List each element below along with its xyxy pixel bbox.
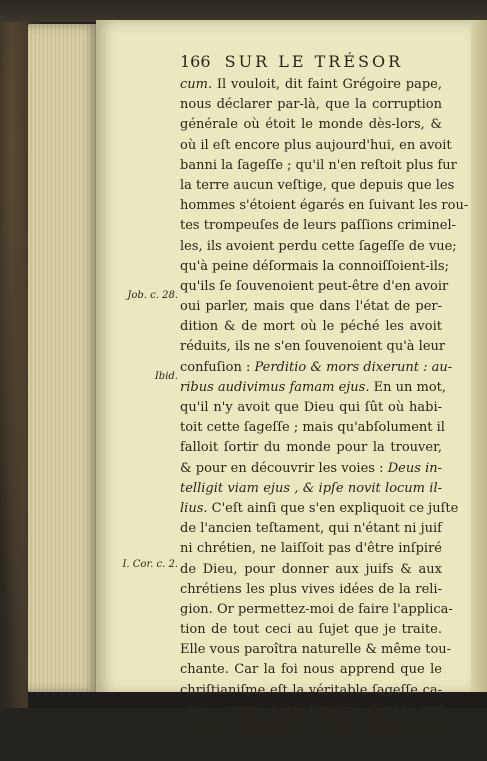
text-line: ribus audivimus famam ejus. En un mot, bbox=[180, 379, 446, 395]
text-line: qu'il n'y avoit que Dieu qui ſût où habi- bbox=[180, 400, 442, 415]
page-number: 166 bbox=[180, 52, 211, 71]
text-line: qu'ils ſe ſouvenoient peut-être d'en avoir bbox=[180, 278, 449, 294]
facing-page-edge bbox=[471, 20, 487, 708]
text-line: nous déclarer par-là, que la corruption bbox=[180, 97, 442, 113]
text-line: chante. Car la foi nous apprend que le bbox=[180, 662, 442, 678]
text-line: de Dieu, pour donner aux juifs & aux bbox=[180, 561, 442, 577]
text-line: chriſtianiſme eſt la véritable ſageſſe ca- bbox=[180, 682, 442, 698]
page-edges bbox=[28, 24, 98, 692]
text-line: lius. C'eſt ainſi que s'en expliquoit ce juſte bbox=[180, 500, 459, 516]
text-line bbox=[180, 479, 442, 499]
marbled-board-top bbox=[0, 0, 487, 22]
latin-quote: telligit viam ejus , & ipſe novit locum il- bbox=[180, 480, 442, 496]
text-line: toit cette ſageſſe ; mais qu'abſolument il bbox=[180, 420, 445, 436]
latin-quote: ribus audivimus famam ejus. bbox=[180, 379, 370, 395]
text-line: banni la ſageſſe ; qu'il n'en reſtoit plus fur bbox=[180, 157, 457, 173]
latin-quote: Sapientiam bbox=[369, 723, 444, 738]
margin-note-ibid: Ibid. bbox=[154, 371, 178, 382]
text-line: réduits, ils ne s'en ſouvenoient qu'à leur bbox=[180, 339, 446, 355]
text-line: ni chrétien, ne laiſſoit pas d'être inſpiré bbox=[180, 541, 442, 557]
text-line: oui parler, mais que dans l'état de per- bbox=[180, 299, 442, 315]
text-line: dition & de mort où le péché les avoit bbox=[180, 319, 442, 335]
latin-quote: lius. bbox=[180, 500, 208, 516]
text-line: de l'ancien teſtament, qui n'étant ni juif bbox=[180, 521, 442, 537]
text-line: où il eſt encore plus aujourd'hui, en avoit bbox=[180, 137, 452, 153]
text-line: & pour en découvrir les voies : Deus in- bbox=[180, 460, 442, 476]
text-line: les, ils avoient perdu cette ſageſſe de vue; bbox=[180, 238, 457, 254]
latin-quote: Perditio & mors dixerunt : au- bbox=[254, 359, 453, 375]
latin-quote: Deus in- bbox=[387, 460, 442, 476]
text-line: tion de tout ceci au ſujet que je traite. bbox=[180, 622, 442, 638]
text-line: gion. Or permettez-moi de faire l'applica- bbox=[180, 601, 453, 617]
margin-note-corinthians: I. Cor. c. 2. bbox=[122, 559, 178, 570]
running-title: SUR LE TRÉSOR bbox=[224, 52, 404, 71]
latin-quote: in myſterio quæ abſcondita eſt bbox=[180, 743, 382, 759]
text-line: hommes s'étoient égarés en ſuivant les rou- bbox=[180, 198, 469, 214]
text-line: Elle vous paroîtra naturelle & même tou- bbox=[180, 642, 452, 658]
text-line: la terre aucun veſtige, que depuis que les bbox=[180, 177, 455, 193]
text-line: falloit ſortir du monde pour la trouver, bbox=[180, 440, 442, 456]
text-line: confuſion : Perditio & mors dixerunt : au- bbox=[180, 359, 453, 375]
running-header bbox=[180, 52, 440, 71]
text-line: générale où étoit le monde dès-lors, & bbox=[180, 117, 442, 133]
text-line: in myſterio quæ abſcondita eſt ; cette ſa- bbox=[180, 743, 448, 759]
text-line: chée, comme parle l'apôtre, dans le myſ- bbox=[180, 702, 449, 718]
margin-note-job: Job. c. 28. bbox=[127, 290, 178, 301]
text-line: chrétiens les plus vives idées de la reli- bbox=[180, 581, 442, 597]
text-line: tere de l'humilité d'un Dieu, Sapientiam bbox=[180, 723, 444, 738]
text-line: cum. Il vouloit, dit faint Grégoire pape, bbox=[180, 77, 442, 92]
text-line: tes trompeuſes de leurs paſſions criminel- bbox=[180, 218, 457, 234]
page-body-text bbox=[180, 75, 469, 761]
text-line: qu'à peine déſormais la connoiſſoient-ils; bbox=[180, 258, 449, 274]
catchword: cum. bbox=[180, 77, 213, 92]
